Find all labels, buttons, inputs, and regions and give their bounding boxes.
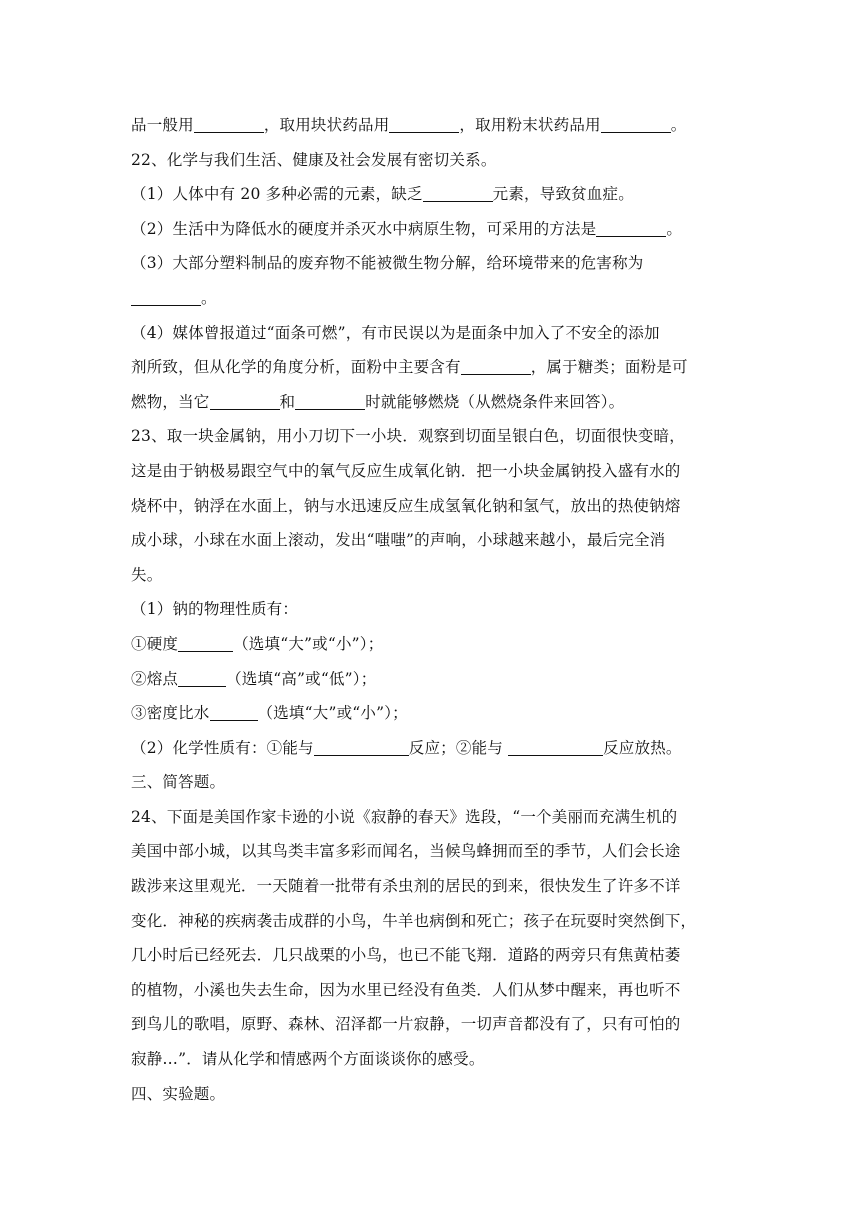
answer-blank[interactable] bbox=[131, 289, 201, 306]
q22-part4-line3: 燃物，当它 和 时就能够燃烧（从燃烧条件来回答）。 bbox=[131, 392, 625, 411]
q23-part1-density: ③密度比水 （选填“大”或“小”）； bbox=[131, 704, 408, 723]
answer-blank[interactable] bbox=[596, 220, 666, 237]
q22-part4-line1: （4）媒体曾报道过“面条可燃”，有市民误以为是面条中加入了不安全的添加 bbox=[131, 323, 660, 342]
q23-line5: 失。 bbox=[131, 565, 163, 584]
answer-blank[interactable] bbox=[178, 635, 233, 652]
q22-part3: （3）大部分塑料制品的废弃物不能被微生物分解，给环境带来的危害称为 bbox=[131, 254, 644, 273]
q24-line4: 变化．神秘的疾病袭击成群的小鸟，牛羊也病倒和死亡；孩子在玩耍时突然倒下， bbox=[131, 911, 697, 930]
answer-blank[interactable] bbox=[295, 392, 365, 409]
section-4-heading: 四、实验题。 bbox=[131, 1084, 226, 1103]
q22-title: 22、化学与我们生活、健康及社会发展有密切关系。 bbox=[131, 150, 497, 169]
answer-blank[interactable] bbox=[389, 116, 459, 133]
q22-part4-line2: 剂所致，但从化学的角度分析，面粉中主要含有 ，属于糖类；面粉是可 bbox=[131, 358, 688, 377]
q24-line3: 跋涉来这里观光．一天随着一批带有杀虫剂的居民的到来，很快发生了许多不详 bbox=[131, 877, 681, 896]
q23-part1-hardness: ①硬度 （选填“大”或“小”）； bbox=[131, 634, 384, 653]
q23-part1-melting: ②熔点 （选填“高”或“低”）； bbox=[131, 669, 377, 688]
q24-line1: 24、下面是美国作家卡逊的小说《寂静的春天》选段，“一个美丽而充满生机的 bbox=[131, 807, 678, 826]
q24-line7: 到鸟儿的歌唱，原野、森林、沼泽都一片寂静，一切声音都没有了，只有可怕的 bbox=[131, 1015, 681, 1034]
answer-blank[interactable] bbox=[178, 669, 226, 686]
answer-blank[interactable] bbox=[210, 392, 280, 409]
q22-part1: （1）人体中有 20 多种必需的元素，缺乏 元素，导致贫血症。 bbox=[131, 185, 634, 204]
answer-blank[interactable] bbox=[423, 185, 493, 202]
document-page bbox=[131, 108, 731, 1111]
answer-blank[interactable] bbox=[601, 116, 671, 133]
q24-line8: 寂静…”．请从化学和情感两个方面谈谈你的感受。 bbox=[131, 1050, 485, 1069]
answer-blank[interactable] bbox=[461, 358, 531, 375]
q22-part3-answer: 。 bbox=[131, 281, 731, 316]
q24-line6: 的植物，小溪也失去生命，因为水里已经没有鱼类．人们从梦中醒来，再也听不 bbox=[131, 980, 681, 999]
q23-line2: 这是由于钠极易跟空气中的氧气反应生成氧化钠．把一小块金属钠投入盛有水的 bbox=[131, 461, 681, 480]
q24-line2: 美国中部小城，以其鸟类丰富多彩而闻名，当候鸟蜂拥而至的季节，人们会长途 bbox=[131, 842, 681, 861]
section-3-heading: 三、简答题。 bbox=[131, 773, 226, 792]
q24-line5: 几小时后已经死去．几只战栗的小鸟，也已不能飞翔．道路的两旁只有焦黄枯萎 bbox=[131, 946, 681, 965]
answer-blank[interactable] bbox=[314, 738, 409, 755]
q21-tail-line: 品一般用 ，取用块状药品用 ，取用粉末状药品用 。 bbox=[131, 116, 687, 134]
answer-blank[interactable] bbox=[508, 738, 603, 755]
q23-part1-title: （1）钠的物理性质有： bbox=[131, 600, 299, 619]
q22-part2: （2）生活中为降低水的硬度并杀灭水中病原生物，可采用的方法是 。 bbox=[131, 219, 683, 238]
answer-blank[interactable] bbox=[210, 704, 258, 721]
q23-line3: 烧杯中，钠浮在水面上，钠与水迅速反应生成氢氧化钠和氢气，放出的热使钠熔 bbox=[131, 496, 681, 515]
q23-line4: 成小球，小球在水面上滚动，发出“嗤嗤”的声响，小球越来越小，最后完全消 bbox=[131, 531, 666, 550]
q23-line1: 23、取一块金属钠，用小刀切下一小块．观察到切面呈银白色，切面很快变暗， bbox=[131, 427, 685, 446]
q23-part2: （2）化学性质有：①能与 反应；②能与 反应放热。 bbox=[131, 738, 682, 757]
answer-blank[interactable] bbox=[194, 116, 264, 133]
